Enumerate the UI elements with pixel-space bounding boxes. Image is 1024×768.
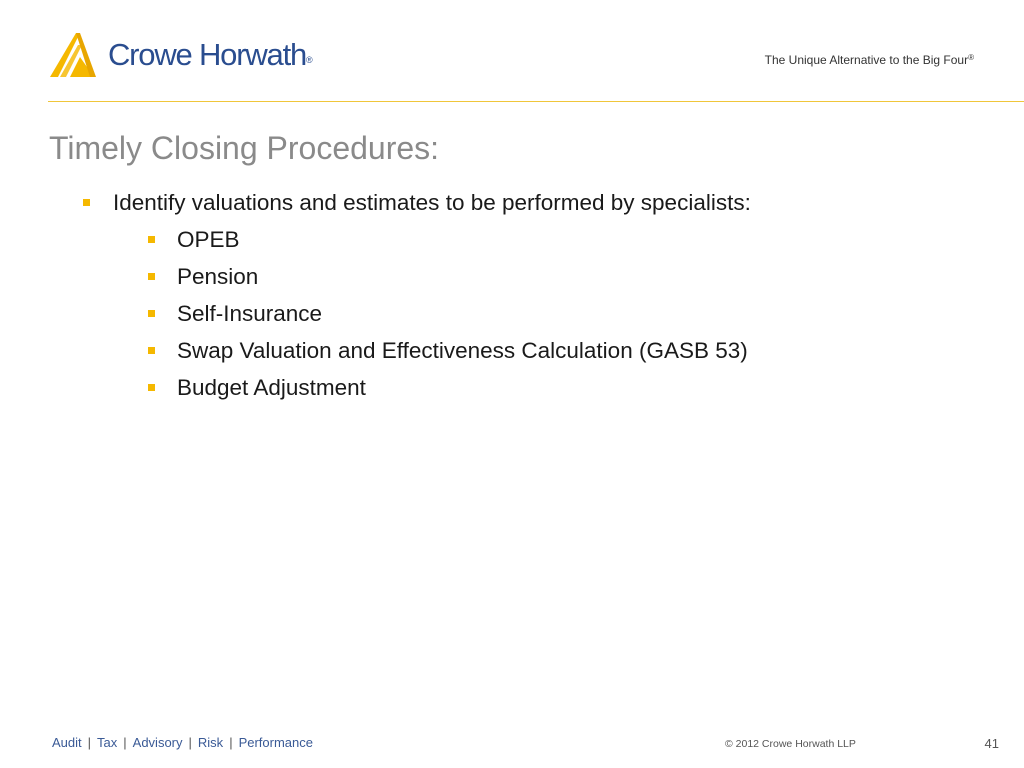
footer-separator: | (229, 735, 233, 750)
brand-logo (48, 30, 313, 80)
sub-bullet-item (145, 374, 751, 402)
bullet-list (80, 189, 751, 411)
footer-service-advisory: Advisory (132, 735, 183, 750)
footer-service-risk: Risk (197, 735, 224, 750)
slide-title: Timely Closing Procedures: (49, 130, 440, 166)
footer-separator: | (123, 735, 127, 750)
bullet-square-icon (148, 347, 155, 354)
bullet-text: Identify valuations and estimates to be performed by specialists: (113, 190, 751, 215)
header-divider (48, 101, 1024, 102)
sub-bullet-item (145, 263, 751, 291)
bullet-square-icon (148, 273, 155, 280)
logo-text: Crowe Horwath® (108, 37, 313, 72)
bullet-square-icon (83, 199, 90, 206)
footer-services (52, 735, 313, 750)
footer-separator: | (188, 735, 192, 750)
bullet-square-icon (148, 236, 155, 243)
sub-bullet-text: OPEB (177, 227, 240, 252)
crowe-logo-icon (48, 31, 98, 79)
footer-service-audit: Audit (52, 735, 82, 750)
footer-copyright: © 2012 Crowe Horwath LLP (725, 738, 856, 750)
bullet-item (80, 189, 751, 402)
footer-service-tax: Tax (97, 735, 118, 750)
tagline: The Unique Alternative to the Big Four® (764, 53, 974, 67)
footer-service-performance: Performance (238, 735, 313, 750)
sub-bullet-item (145, 300, 751, 328)
sub-bullet-text: Pension (177, 264, 259, 289)
sub-bullet-item (145, 226, 751, 254)
footer-separator: | (87, 735, 92, 750)
bullet-square-icon (148, 310, 155, 317)
page-number: 41 (984, 736, 999, 751)
bullet-square-icon (148, 384, 155, 391)
sub-bullet-list (113, 226, 751, 402)
sub-bullet-text: Budget Adjustment (177, 375, 366, 400)
sub-bullet-text: Self-Insurance (177, 301, 323, 326)
sub-bullet-item (145, 337, 751, 365)
sub-bullet-text: Swap Valuation and Effectiveness Calculation (GASB 53) (177, 338, 748, 363)
